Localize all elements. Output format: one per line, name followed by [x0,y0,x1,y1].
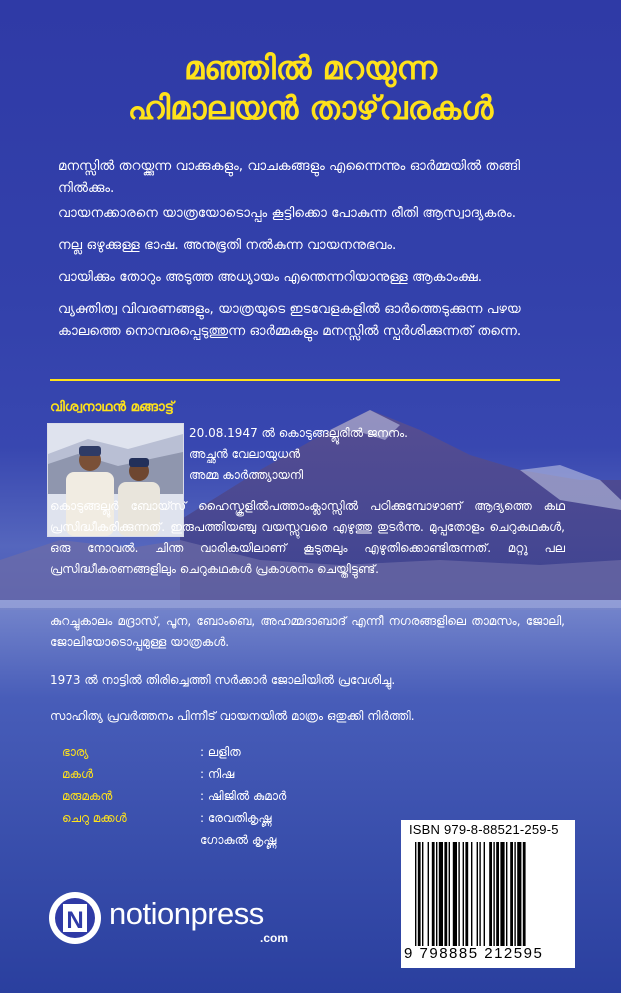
book-title-line-2: ഹിമാലയൻ താഴ്‌വരകൾ [127,89,494,127]
family-label: ചെറു മക്കൾ [62,811,127,825]
isbn-barcode [401,820,575,968]
blurb-paragraph: നല്ല ഒഴുക്കുള്ള ഭാഷ. അനുഭൂതി നൽകുന്ന വായനനുഭവം. [58,237,397,253]
author-bio-paragraph: കുറച്ചുകാലം മദ്രാസ്, പൂന, ബോംബെ, അഹമ്മദാബാദ് എന്നീ നഗരങ്ങളിലെ താമസം, ജോലി, ജോലിയോടൊപ്പമുള്ള യാത്രകൾ. [50,614,565,649]
notionpress-logo-icon [47,890,103,946]
author-bio-paragraph: കൊടുങ്ങല്ലൂർ ബോയ്സ് ഹൈസ്കൂളിൽപത്താംക്ലാസ്സിൽ പഠിക്കുമ്പോഴാണ് ആദ്യത്തെ കഥ പ്രസിദ്ധീകരിക്കുന്നത്. ഇരുപത്തിയഞ്ചു വയസ്സുവരെ എഴുത്തു തുടർന്നു. മുപ്പതോളം ചെറുകഥകൾ, ഒരു നോവൽ. ചിന്ത വാരികയിലാണ് കൂടുതലും എഴുതിക്കൊണ്ടിരുന്നത്. മറ്റു പല പ്രസിദ്ധീകരണങ്ങളിലും ചെറുകഥകൾ പ്രകാശനം ചെയ്തിട്ടുണ്ട്. [50,499,565,576]
author-mother: അമ്മ കാർത്ത്യായനി [189,468,304,482]
family-value: : രേവതികൃഷ്ണ [200,811,272,825]
blurb-paragraph: വായനക്കാരനെ യാത്രയോടൊപ്പം കൂട്ടിക്കൊ പോകുന്ന രീതി ആസ്വാദ്യകരം. [58,205,516,221]
author-bio-paragraph: 1973 ൽ നാട്ടിൽ തിരിച്ചെത്തി സർക്കാർ ജോലിയിൽ പ്രവേശിച്ചു. [50,673,396,687]
family-label: മരുമകൻ [62,789,113,803]
author-bio-paragraph: സാഹിത്യ പ്രവർത്തനം പിന്നീട് വായനയിൽ മാത്രം ഒതുക്കി നിർത്തി. [50,709,415,723]
author-birth: 20.08.1947 ൽ കൊടുങ്ങല്ലൂരിൽ ജനനം. [189,426,408,440]
publisher-name: notionpress [109,896,264,931]
barcode-digits: 9 798885 212595 [404,945,544,962]
author-father: അച്ഛൻ വേലായുധൻ [189,447,301,461]
blurb-paragraph: വായിക്കും തോറും അടുത്ത അധ്യായം എന്തെന്നറിയാനുള്ള ആകാംക്ഷ. [58,269,482,285]
isbn-text: ISBN 979-8-88521-259-5 [409,822,559,837]
blurb-paragraph: മനസ്സിൽ തറയ്ക്കുന്ന വാക്കുകളും, വാചകങ്ങളും എന്നൈന്നും ഓർമ്മയിൽ തങ്ങി നിൽക്കും. [58,158,521,196]
family-label: മകൾ [62,767,94,781]
svg-text:N: N [66,907,84,934]
barcode-icon [415,842,565,946]
blurb-paragraph: വ്യക്തിത്വ വിവരണങ്ങളും, യാത്രയുടെ ഇടവേളകളിൽ ഓർത്തെടുക്കുന്ന പഴയ കാലത്തെ നൊമ്പരപ്പെടുത്തുന്ന ഓർമ്മകളും മനസ്സിൽ സ്പർശിക്കുന്നത് തന്നെ. [58,301,522,339]
family-value: : ലളിത [200,745,241,759]
family-value: : നിഷ [200,767,235,781]
family-value: : ഷിജിൽ കുമാർ [200,789,287,803]
publisher-suffix: .com [260,931,289,945]
family-value: ഗോകുൽ കൃഷ്ണ [200,833,277,847]
family-label: ഭാര്യ [62,745,89,759]
divider [50,379,560,381]
book-title-line-1: മഞ്ഞിൽ മറയുന്ന [184,49,437,87]
author-name: വിശ്വനാഥൻ മങ്ങാട്ട് [50,399,174,415]
